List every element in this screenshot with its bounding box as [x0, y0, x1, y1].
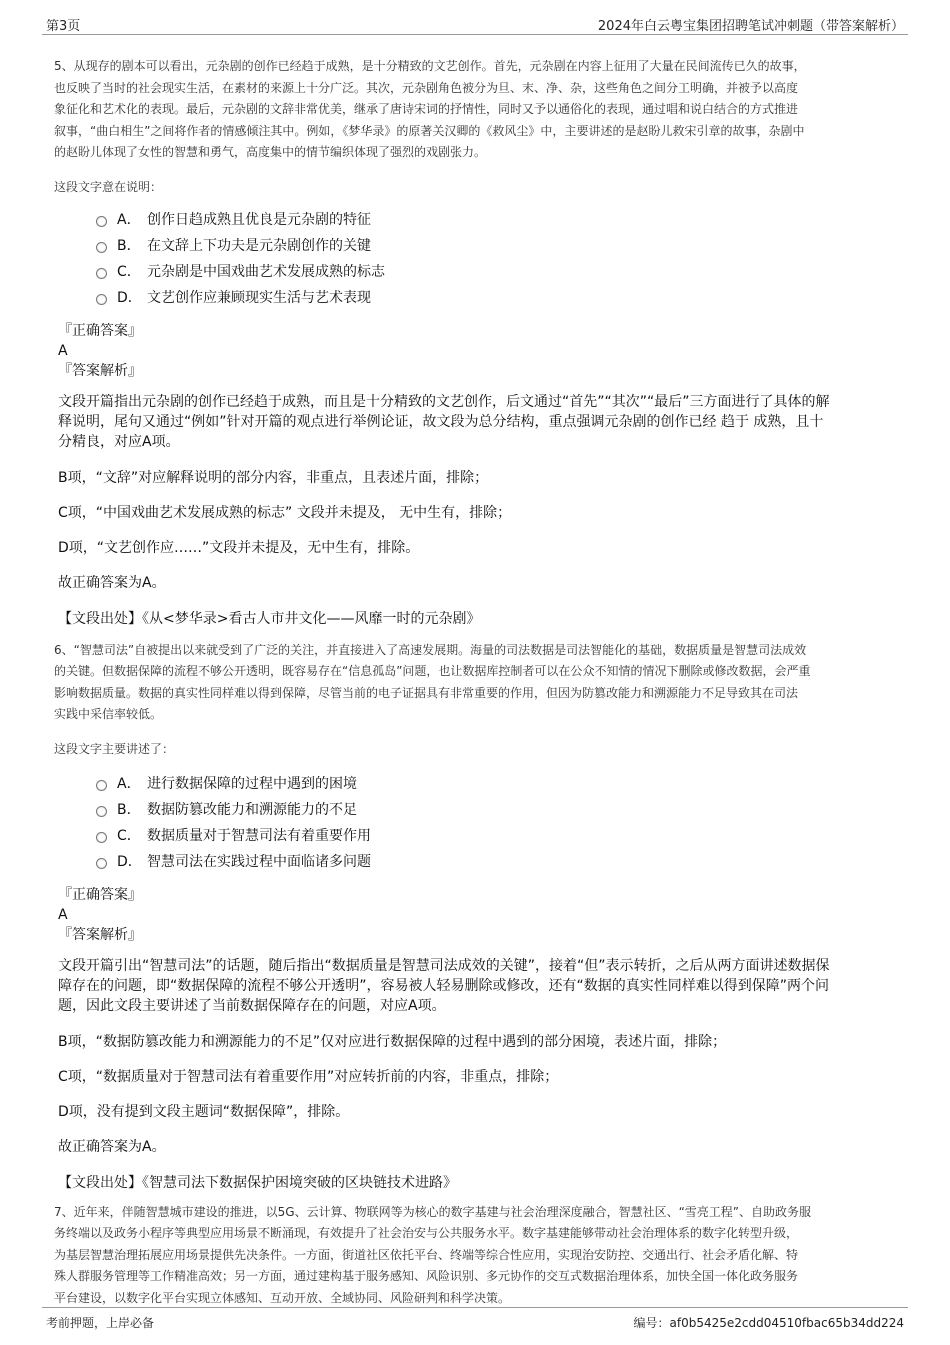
radio-icon[interactable] [96, 294, 107, 305]
correct-answer: A [58, 342, 68, 359]
document-title: 2024年白云粤宝集团招聘笔试冲刺题（带答案解析） [597, 19, 904, 34]
document-id: 编号：af0b5425e2cdd04510fbac65b34dd224 [633, 1316, 904, 1330]
option-d[interactable]: D． 智慧司法在实践过程中面临诸多问题 [96, 849, 896, 875]
document-body [54, 56, 896, 1309]
option-a[interactable]: A． 进行数据保障的过程中遇到的困境 [96, 771, 896, 797]
question-6 [54, 640, 896, 1192]
option-d[interactable]: D． 文艺创作应兼顾现实生活与艺术表现 [96, 285, 896, 311]
analysis-item-c: C项，“数据质量对于智慧司法有着重要作用”对应转折前的内容，非重点，排除； [58, 1068, 559, 1085]
question-7 [54, 1202, 896, 1310]
question-6-options [54, 771, 896, 875]
page-header [42, 12, 908, 35]
question-5 [54, 56, 896, 628]
analysis-main: 文段开篇引出“智慧司法”的话题，随后指出“数据质量是智慧司法成效的关键”，接着“但”表示转折，之后从两方面讲述数据保 障存在的问题，即“数据保障的流程不够公开透明”，容易被人轻易删除或修改，还有“数据的真实性同样难以得到保障”两个问 题，因此文段主要讲述了当前数据保障存在的问题，对应A项。 [58, 957, 830, 1014]
question-6-passage: 6、“智慧司法”自被提出以来就受到了广泛的关注，并直接进入了高速发展期。海量的司法数据是司法智能化的基础，数据质量是智慧司法成效 的关键。但数据保障的流程不够公开透明，既容易存在“信息孤岛”问题，也让数据库控制者可以在公众不知情的情况下删除或修改数据，会严重 影响数据质量。数据的真实性同样难以得到保障，尽管当前的电子证据具有非常重要的作用，但因为防篡改能力和溯源能力不足导致其在司法 实践中采信率较低。 [54, 642, 811, 721]
analysis-conclusion: 故正确答案为A。 [58, 1138, 166, 1155]
analysis-conclusion: 故正确答案为A。 [58, 574, 166, 591]
analysis-item-b: B项，“数据防篡改能力和溯源能力的不足”仅对应进行数据保障的过程中遇到的部分困境，表述片面，排除； [58, 1033, 727, 1050]
radio-icon[interactable] [96, 832, 107, 843]
radio-icon[interactable] [96, 216, 107, 227]
analysis-item-d: D项，“文艺创作应……”文段并未提及，无中生有，排除。 [58, 539, 420, 556]
option-b[interactable]: B． 数据防篡改能力和溯源能力的不足 [96, 797, 896, 823]
radio-icon[interactable] [96, 806, 107, 817]
radio-icon[interactable] [96, 780, 107, 791]
option-c[interactable]: C． 数据质量对于智慧司法有着重要作用 [96, 823, 896, 849]
correct-answer: A [58, 906, 68, 923]
answer-label: 『正确答案』 [58, 886, 142, 903]
question-5-stem: 这段文字意在说明： [54, 179, 163, 194]
option-c[interactable]: C． 元杂剧是中国戏曲艺术发展成熟的标志 [96, 259, 896, 285]
question-5-options [54, 207, 896, 311]
answer-label: 『正确答案』 [58, 322, 142, 339]
analysis-label: 『答案解析』 [58, 362, 142, 379]
analysis-item-d: D项，没有提到文段主题词“数据保障”，排除。 [58, 1103, 350, 1120]
passage-source: 【文段出处】《智慧司法下数据保护困境突破的区块链技术进路》 [58, 1174, 457, 1191]
analysis-item-c: C项，“中国戏曲艺术发展成熟的标志” 文段并未提及， 无中生有，排除； [58, 504, 512, 521]
page-number: 第3页 [46, 19, 81, 34]
radio-icon[interactable] [96, 242, 107, 253]
question-6-stem: 这段文字主要讲述了： [54, 741, 175, 756]
radio-icon[interactable] [96, 858, 107, 869]
option-b[interactable]: B． 在文辞上下功夫是元杂剧创作的关键 [96, 233, 896, 259]
question-7-passage: 7、近年来，伴随智慧城市建设的推进，以5G、云计算、物联网等为核心的数字基建与社会治理深度融合，智慧社区、“雪亮工程”、自助政务服 务终端以及政务小程序等典型应用场景不断涌现，有效提升了社会治安与公共服务水平。数字基建能够带动社会治理体系的数字化转型升级， 为基层智慧治理拓展应用场景提供先决条件。一方面，街道社区依托平台、终端等综合性应用，实现治安防控、交通出行、社会矛盾化解、特 殊人群服务管理等工作精准高效；另一方面，通过建构基于服务感知、风险识别、多元协作的交互式数据治理体系，加快全国一体化政务服务 平台建设，以数字化平台实现立体感知、互动开放、全域协同、风险研判和科学决策。 [54, 1204, 812, 1305]
analysis-main: 文段开篇指出元杂剧的创作已经趋于成熟，而且是十分精致的文艺创作，后文通过“首先”“其次”“最后”三方面进行了具体的解 释说明，尾句又通过“例如”针对开篇的观点进行举例论证，故文段为总分结构，重点强调元杂剧的创作已经 趋于 成熟，且十 分精良，对应A项。 [58, 393, 830, 450]
passage-source: 【文段出处】《从<梦华录>看古人市井文化——风靡一时的元杂剧》 [58, 610, 481, 627]
analysis-item-b: B项，“文辞”对应解释说明的部分内容，非重点，且表述片面，排除； [58, 469, 489, 486]
footer-slogan: 考前押题，上岸必备 [46, 1316, 155, 1330]
page-footer [42, 1307, 908, 1332]
question-5-passage: 5、从现存的剧本可以看出，元杂剧的创作已经趋于成熟，是十分精致的文艺创作。首先，元杂剧在内容上征用了大量在民间流传已久的故事， 也反映了当时的社会现实生活，在素材的来源上十分广泛。其次，元杂剧角色被分为旦、末、净、杂，这些角色之间分工明确，并被予以高度 象征化和艺术化的表现。最后，元杂剧的文辞非常优美，继承了唐诗宋词的抒情性，同时又予以通俗化的表现，通过唱和说白结合的方式推进 叙事，“曲白相生”之间将作者的情感倾注其中。例如，《梦华录》的原著关汉卿的《救风尘》中，主要讲述的是赵盼儿救宋引章的故事，杂剧中 的赵盼儿体现了女性的智慧和勇气，高度集中的情节编织体现了强烈的戏剧张力。 [54, 59, 806, 159]
radio-icon[interactable] [96, 268, 107, 279]
option-a[interactable]: A． 创作日趋成熟且优良是元杂剧的特征 [96, 207, 896, 233]
analysis-label: 『答案解析』 [58, 926, 142, 943]
